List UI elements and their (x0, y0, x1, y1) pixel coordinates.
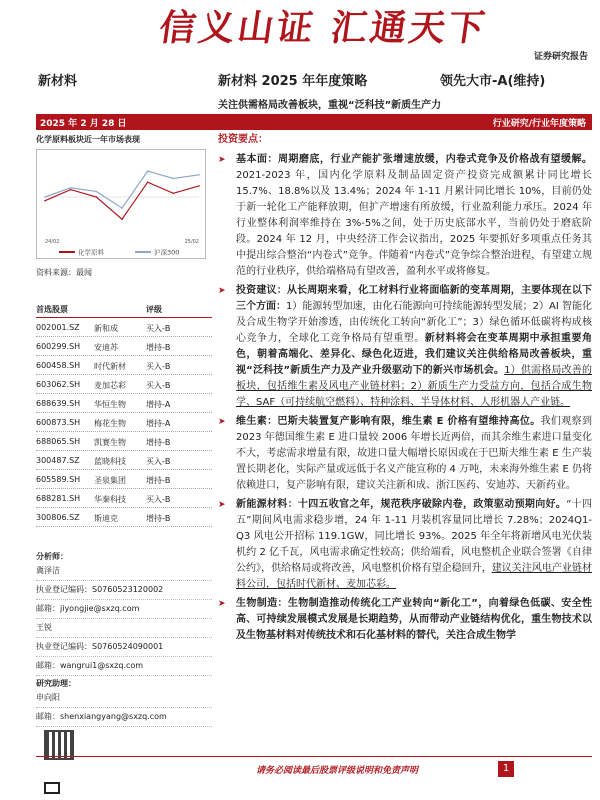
series-1-point (70, 187, 72, 189)
analyst-2-email[interactable]: 邮箱：wangrui1@sxzq.com (36, 657, 212, 676)
p2-text: 1）能源转型加速，由化石能源向可持续能源转型发展；2）AI 智能化及合成生物学开始渗透，由传统化工转向“新化工”；3）绿色循环低碳将构成核心竞争力，全球化工竞争格局有望重塑。 (236, 301, 592, 344)
pick-row (36, 470, 212, 489)
picks-header-rating: 评级 (146, 305, 162, 314)
chart-svg (37, 150, 207, 260)
pick-row (36, 375, 212, 394)
report-title: 新材料 2025 年年度策略 (218, 74, 368, 89)
series-0-point (198, 185, 200, 187)
p1-text: 2021-2023 年，国内化学原料及制品固定资产投资完成额累计同比增长 15.7%、18.8%以及 13.4%；2024 年 1-11 月累计同比增长 10%，目前仍处于新一轮化工产能释放期，但扩产增速有所放缓，行业盈利能力承压。2024 年行业整体利润率维持在 3%-5%之间，处于历史底部水平，当前仍处于磨底阶段。2024 年 12 月，中央经济工作会议指出，2025 年要抓好多项重点任务其中提出综合整治“内卷式”竞争。伴随着“内卷式”竞争综合整治进程，有望建立规范的行业秩序，供给端格局有望改善，盈利水平或将修复。 (236, 170, 592, 277)
x-tick-label: 24/02 (45, 239, 60, 245)
rating-label: 领先大市-A(维持) (440, 74, 546, 89)
picks-header (36, 302, 212, 318)
pick-name: 梅花生物 (94, 419, 126, 428)
analyst-2-name: 王锐 (36, 619, 212, 638)
legend-label: 化学原料 (78, 248, 104, 257)
picks-header-code: 首选股票 (36, 305, 68, 314)
pick-name: 安迪苏 (94, 343, 118, 352)
p2-emphasis: 新材料将会在变革周期中承担重要角色，朝着高端化、差异化、绿色化迈进，我们建议关注供给格局改善板块，重视“泛科技”新质生产力及产业升级驱动下的新兴市场机会。 (236, 333, 592, 376)
sidebar (36, 132, 212, 792)
chart-source: 资料来源：最闻 (36, 268, 92, 277)
p4-text: “十四五”期间风电需求稳步增，24 年 1-11 月装机容量同比增长 7.28%；2024Q1-Q3 风电公开招标 119.1GW，同比增长 93%。2025 年全年将新增风电光伏装机约 2 亿千瓦，风电需求确定性较高；供给端看，风电整机企业联合签署《自律公约》，供给格局或将改善，风电整机价格有望企稳回升， (236, 499, 592, 574)
pick-row (36, 356, 212, 375)
pick-rating: 增持-B (146, 514, 171, 523)
picks-list (36, 318, 212, 527)
pick-name: 华恒生物 (94, 400, 126, 409)
investment-highlights-title: 投资要点： (218, 134, 268, 145)
p4-link: 建议关注风电产业链材料公司，包括时代新材、麦加芯彩。 (236, 563, 592, 590)
series-1-point (44, 196, 46, 198)
p4-heading: 新能源材料：十四五收官之年，规范秩序破除内卷，政策驱动预期向好。 (236, 499, 567, 510)
series-0-point (173, 193, 175, 195)
pick-code: 688065.SH (36, 437, 81, 446)
series-1-point (96, 191, 98, 193)
pick-rating: 增持-B (146, 438, 171, 447)
pick-code: 600873.SH (36, 418, 81, 427)
report-subtitle: 关注供需格局改善板块，重视“泛科技”新质生产力 (218, 100, 442, 111)
pick-row (36, 394, 212, 413)
report-date: 2025 年 2 月 28 日 (40, 119, 127, 129)
paragraph-new-energy (218, 497, 592, 593)
series-1-point (147, 170, 149, 172)
pick-row (36, 318, 212, 337)
pick-code: 600458.SH (36, 361, 81, 370)
pick-code: 300487.SZ (36, 456, 80, 465)
title-row (0, 66, 600, 92)
pick-rating: 增持-A (146, 400, 171, 409)
series-1-point (198, 174, 200, 176)
main-content (218, 132, 592, 747)
analyst-info (36, 549, 212, 727)
pick-code: 688281.SH (36, 494, 81, 503)
p5-heading: 生物制造：生物制造推动传统化工产业转向“新化工”，向着绿色低碳、安全性高、可持续发展模式发展是长期趋势，从而带动产业链结构优化，重生物技术以及生物基材料对传统技术和石化基材料的替代，关注合成生物学 (236, 598, 592, 641)
assistant-email[interactable]: 邮箱：shenxiangyang@sxzq.com (36, 708, 212, 727)
series-0-point (147, 181, 149, 183)
chart-title: 化学原料板块近一年市场表现 (36, 135, 140, 144)
pick-name: 斯迪克 (94, 514, 118, 523)
sector-label: 新材料 (38, 74, 78, 89)
market-performance-chart (36, 149, 206, 259)
pick-rating: 买入-B (146, 381, 171, 390)
analyst-1-name: 冀泽洁 (36, 562, 212, 581)
pick-rating: 买入-B (146, 495, 171, 504)
report-type-label: 证券研究报告 (533, 52, 588, 62)
x-tick-label: 25/02 (184, 239, 199, 245)
report-header (0, 0, 600, 66)
assistant-label: 研究助理： (36, 679, 76, 688)
legend-label: 沪深300 (154, 248, 180, 257)
pick-name: 蓝晓科技 (94, 457, 126, 466)
disclaimer-text: 请务必阅读最后股票评级说明和免责声明 (256, 766, 419, 776)
page-number: 1 (498, 761, 514, 777)
pick-name: 时代新材 (94, 362, 126, 371)
page-footer (36, 756, 592, 792)
paragraph-vitamins (218, 414, 592, 494)
pick-code: 002001.SZ (36, 323, 80, 332)
series-1-point (173, 178, 175, 180)
pick-rating: 增持-A (146, 419, 171, 428)
series-0-point (44, 200, 46, 202)
pick-code: 605589.SH (36, 475, 81, 484)
pick-code: 300806.SZ (36, 513, 80, 522)
assistant-name: 申向阳 (36, 689, 212, 708)
pick-rating: 增持-B (146, 476, 171, 485)
pick-code: 600299.SH (36, 342, 81, 351)
series-0-point (96, 196, 98, 198)
paragraph-fundamentals (218, 152, 592, 280)
series-line-0 (45, 182, 199, 219)
analyst-1-email[interactable]: 邮箱：jiyongjie@sxzq.com (36, 600, 212, 619)
p1-heading: 基本面：周期磨底，行业产能扩张增速放缓，内卷式竞争及价格战有望缓解。 (236, 154, 592, 165)
pick-rating: 增持-B (146, 343, 171, 352)
series-line-1 (45, 171, 199, 208)
pick-row (36, 337, 212, 356)
p2-heading: 投资建议：从长周期来看，化工材料行业将面临新的变革周期，主要体现在以下三个方面： (236, 285, 592, 312)
pick-rating: 买入-B (146, 362, 171, 371)
series-0-point (121, 218, 123, 220)
pick-row (36, 413, 212, 432)
paragraph-bio-manufacturing (218, 596, 592, 644)
analyst-1-license: 执业登记编码：S0760523120002 (36, 581, 212, 600)
pick-row (36, 432, 212, 451)
pick-code: 603062.SH (36, 380, 81, 389)
pick-name: 凯赛生物 (94, 438, 126, 447)
series-0-point (70, 189, 72, 191)
pick-name: 华秦科技 (94, 495, 126, 504)
pick-row (36, 489, 212, 508)
series-1-point (121, 207, 123, 209)
pick-name: 麦加芯彩 (94, 381, 126, 390)
date-category-bar (36, 114, 592, 130)
report-category: 行业研究/行业年度策略 (492, 119, 586, 129)
pick-name: 新和成 (94, 324, 118, 333)
pick-code: 688639.SH (36, 399, 81, 408)
p3-heading: 维生素：巴斯夫装置复产影响有限，维生素 E 价格有望维持高位。 (236, 416, 541, 427)
p2-link: 1）供需格局改善的板块，包括维生素及风电产业链材料；2）新质生产力受益方向，包括合成生物学、SAF（可持续航空燃料）、特种涂料、半导体材料、人形机器人产业链。 (236, 365, 592, 408)
pick-row (36, 508, 212, 527)
p3-text: 我们观察到 2023 年德国维生素 E 进口量较 2006 年增长近两倍，而其余维生素进口量变化不大，考虑需求增量有限，故进口量大幅增长原因或在于巴斯夫维生素 E 生产装置长期老化，实际产量或远低于名义产能宣称的 4 万吨，未来海外维生素 E 仍将依赖进口，复产影响有限，建议关注新和成、浙江医药、安迪苏、天新药业。 (236, 416, 592, 491)
pick-rating: 买入-B (146, 457, 171, 466)
analyst-label: 分析师： (36, 552, 68, 561)
pick-row (36, 451, 212, 470)
pick-rating: 买入-B (146, 324, 171, 333)
brand-logo-text: 信义山证 汇通天下 (156, 7, 491, 49)
paragraph-investment-advice (218, 283, 592, 411)
pick-name: 圣泉集团 (94, 476, 126, 485)
analyst-2-license: 执业登记编码：S0760524090001 (36, 638, 212, 657)
